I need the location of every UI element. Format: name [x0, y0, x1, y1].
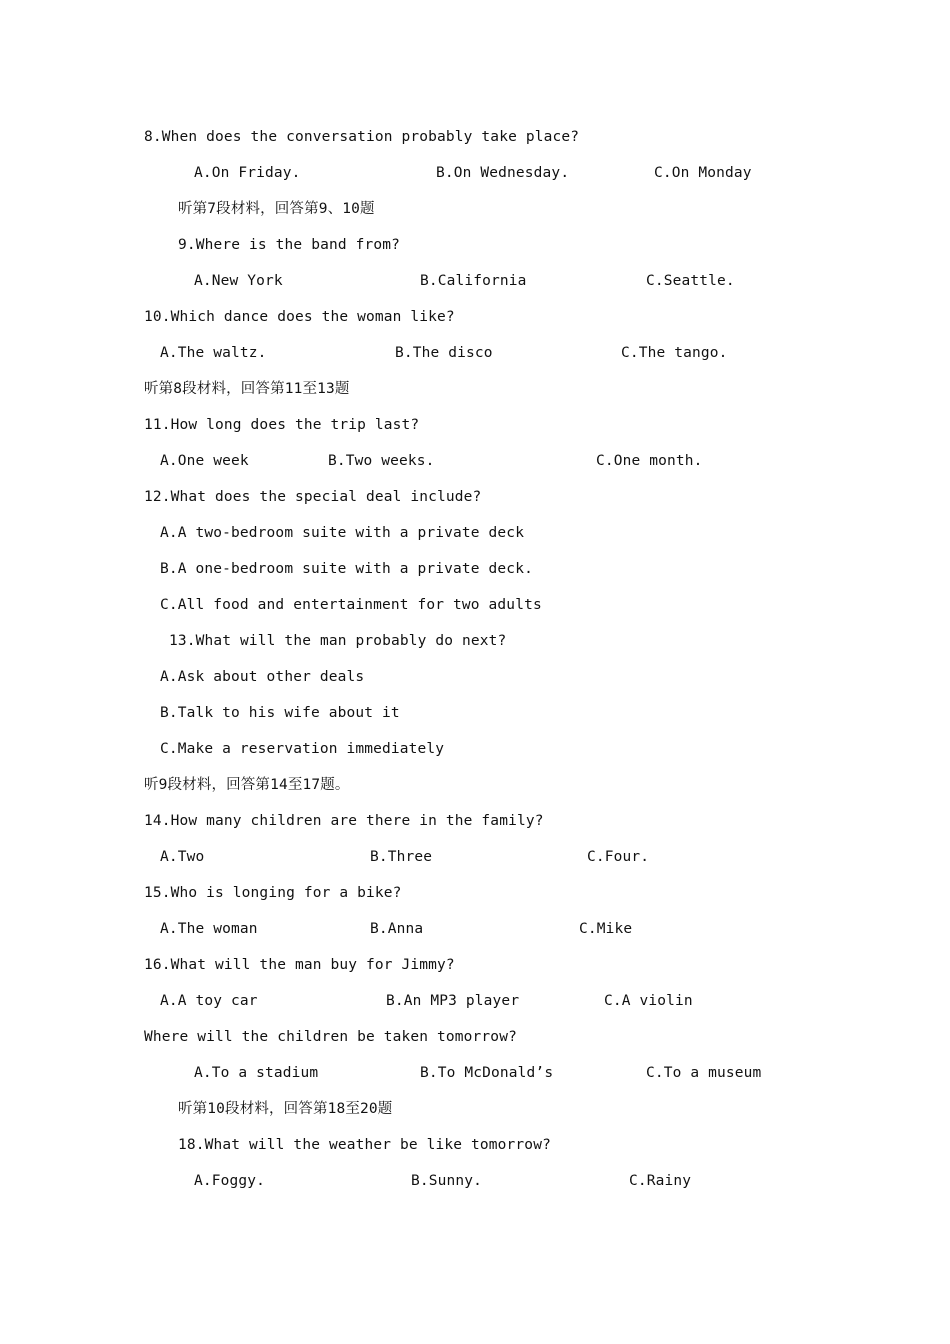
q16-option-c: C.A violin [604, 993, 693, 1009]
q17-option-b: B.To McDonald’s [420, 1065, 554, 1081]
question-14: 14.How many children are there in the family? [144, 813, 544, 829]
q8-option-c: C.On Monday [654, 165, 752, 181]
q10-option-b: B.The disco [395, 345, 493, 361]
question-10: 10.Which dance does the woman like? [144, 309, 455, 325]
q14-option-a: A.Two [160, 849, 205, 865]
section-10-heading: 听第10段材料，回答第18至20题 [178, 1101, 393, 1117]
q13-option-b: B.Talk to his wife about it [160, 705, 400, 721]
question-11: 11.How long does the trip last? [144, 417, 420, 433]
q9-option-b: B.California [420, 273, 527, 289]
question-13: 13.What will the man probably do next? [169, 633, 507, 649]
section-8-heading: 听第8段材料，回答第11至13题 [144, 381, 350, 397]
q18-option-c: C.Rainy [629, 1173, 692, 1189]
q8-option-a: A.On Friday. [194, 165, 301, 181]
q16-option-b: B.An MP3 player [386, 993, 520, 1009]
q17-option-c: C.To a museum [646, 1065, 762, 1081]
section-7-heading: 听第7段材料，回答第9、10题 [178, 201, 375, 217]
q9-option-a: A.New York [194, 273, 283, 289]
question-16: 16.What will the man buy for Jimmy? [144, 957, 455, 973]
question-8: 8.When does the conversation probably take place? [144, 129, 580, 145]
q11-option-b: B.Two weeks. [328, 453, 435, 469]
question-15: 15.Who is longing for a bike? [144, 885, 402, 901]
q14-option-b: B.Three [370, 849, 433, 865]
q15-option-c: C.Mike [579, 921, 633, 937]
q11-option-a: A.One week [160, 453, 249, 469]
q15-option-a: A.The woman [160, 921, 258, 937]
q10-option-c: C.The tango. [621, 345, 728, 361]
q10-option-a: A.The waltz. [160, 345, 267, 361]
q9-option-c: C.Seattle. [646, 273, 735, 289]
section-9-heading: 听9段材料，回答第14至17题。 [144, 777, 350, 793]
q12-option-b: B.A one-bedroom suite with a private deck. [160, 561, 533, 577]
question-17: Where will the children be taken tomorrow? [144, 1029, 517, 1045]
q11-option-c: C.One month. [596, 453, 703, 469]
q12-option-c: C.All food and entertainment for two adults [160, 597, 542, 613]
q13-option-c: C.Make a reservation immediately [160, 741, 445, 757]
q15-option-b: B.Anna [370, 921, 424, 937]
q17-option-a: A.To a stadium [194, 1065, 319, 1081]
q8-option-b: B.On Wednesday. [436, 165, 570, 181]
q13-option-a: A.Ask about other deals [160, 669, 365, 685]
question-12: 12.What does the special deal include? [144, 489, 482, 505]
q12-option-a: A.A two-bedroom suite with a private deck [160, 525, 525, 541]
q18-option-a: A.Foggy. [194, 1173, 266, 1189]
question-9: 9.Where is the band from? [178, 237, 400, 253]
question-18: 18.What will the weather be like tomorrow? [178, 1137, 551, 1153]
q16-option-a: A.A toy car [160, 993, 258, 1009]
q14-option-c: C.Four. [587, 849, 650, 865]
q18-option-b: B.Sunny. [411, 1173, 483, 1189]
